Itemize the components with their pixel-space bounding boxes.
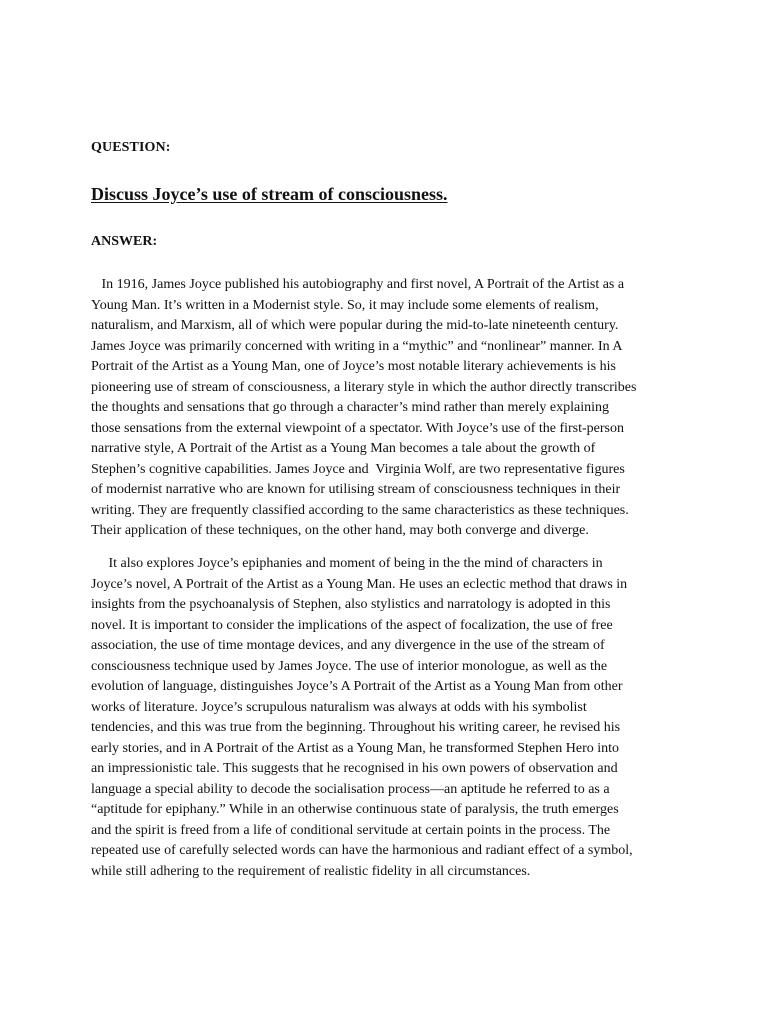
paragraph-line: and the spirit is freed from a life of conditional servitude at certain points in the process. The	[91, 822, 611, 838]
question-label: QUESTION:	[91, 140, 171, 155]
paragraph-line: tendencies, and this was true from the beginning. Throughout his writing career, he revised his	[91, 720, 621, 735]
paragraph-line: narrative style, A Portrait of the Artist as a Young Man becomes a tale about the growth of	[91, 441, 596, 456]
paragraph-line: naturalism, and Marxism, all of which were popular during the mid-to-late nineteenth century.	[91, 318, 619, 333]
paragraph-line: an impressionistic tale. This suggests that he recognised in his own powers of observation and	[91, 761, 618, 776]
paragraph-line: James Joyce was primarily concerned with writing in a “mythic” and “nonlinear” manner. In A	[91, 338, 623, 354]
paragraph-line: evolution of language, distinguishes Joyce’s A Portrait of the Artist as a Young Man from other	[91, 679, 623, 694]
paragraph-line: language a special ability to decode the socialisation process—an aptitude he referred to as a	[91, 781, 610, 797]
answer-label: ANSWER:	[91, 234, 158, 249]
paragraph-line: while still adhering to the requirement of realistic fidelity in all circumstances.	[91, 863, 531, 879]
paragraph-line: consciousness technique used by James Joyce. The use of interior monologue, as well as the	[91, 658, 608, 674]
paragraph-line: Joyce’s novel, A Portrait of the Artist as a Young Man. He uses an eclectic method that draws in	[91, 576, 628, 592]
paragraph-line: Young Man. It’s written in a Modernist style. So, it may include some elements of realism,	[91, 297, 599, 313]
essay-heading: Discuss Joyce’s use of stream of consciousness.	[91, 184, 448, 204]
paragraph-line: early stories, and in A Portrait of the Artist as a Young Man, he transformed Stephen Hero into	[91, 740, 620, 756]
paragraph-line: association, the use of time montage devices, and any divergence in the use of the stream of	[91, 638, 605, 653]
paragraph-line: Stephen’s cognitive capabilities. James Joyce and Virginia Wolf, are two representative figures	[91, 461, 625, 477]
paragraph-line: the thoughts and sensations that go through a character’s mind rather than merely explaining	[91, 400, 609, 415]
paragraph-line: Their application of these techniques, on the other hand, may both converge and diverge.	[91, 523, 589, 538]
paragraph-line: pioneering use of stream of consciousness, a literary style in which the author directly transcribes	[91, 379, 637, 395]
paragraph-line: insights from the psychoanalysis of Stephen, also stylistics and narratology is adopted in this	[91, 597, 611, 612]
paragraph-line: works of literature. Joyce’s scrupulous naturalism was always at odds with his symbolist	[91, 699, 587, 715]
paragraph-line: repeated use of carefully selected words can have the harmonious and radiant effect of a symbol,	[91, 843, 633, 858]
paragraph-line: novel. It is important to consider the implications of the aspect of focalization, the use of free	[91, 617, 613, 633]
paragraph-line: It also explores Joyce’s epiphanies and moment of being in the the mind of characters in	[91, 556, 603, 571]
paragraph-line: “aptitude for epiphany.” While in an otherwise continuous state of paralysis, the truth emerges	[91, 802, 619, 817]
paragraph-line: those sensations from the external viewpoint of a spectator. With Joyce’s use of the first-person	[91, 420, 624, 436]
paragraph-line: Portrait of the Artist as a Young Man, one of Joyce’s most notable literary achievements is his	[91, 359, 616, 374]
paragraph-line: writing. They are frequently classified according to the same characteristics as these techniques.	[91, 502, 629, 518]
paragraph-line: In 1916, James Joyce published his autobiography and first novel, A Portrait of the Artist as a	[91, 277, 625, 292]
paragraph-line: of modernist narrative who are known for utilising stream of consciousness techniques in their	[91, 482, 621, 497]
